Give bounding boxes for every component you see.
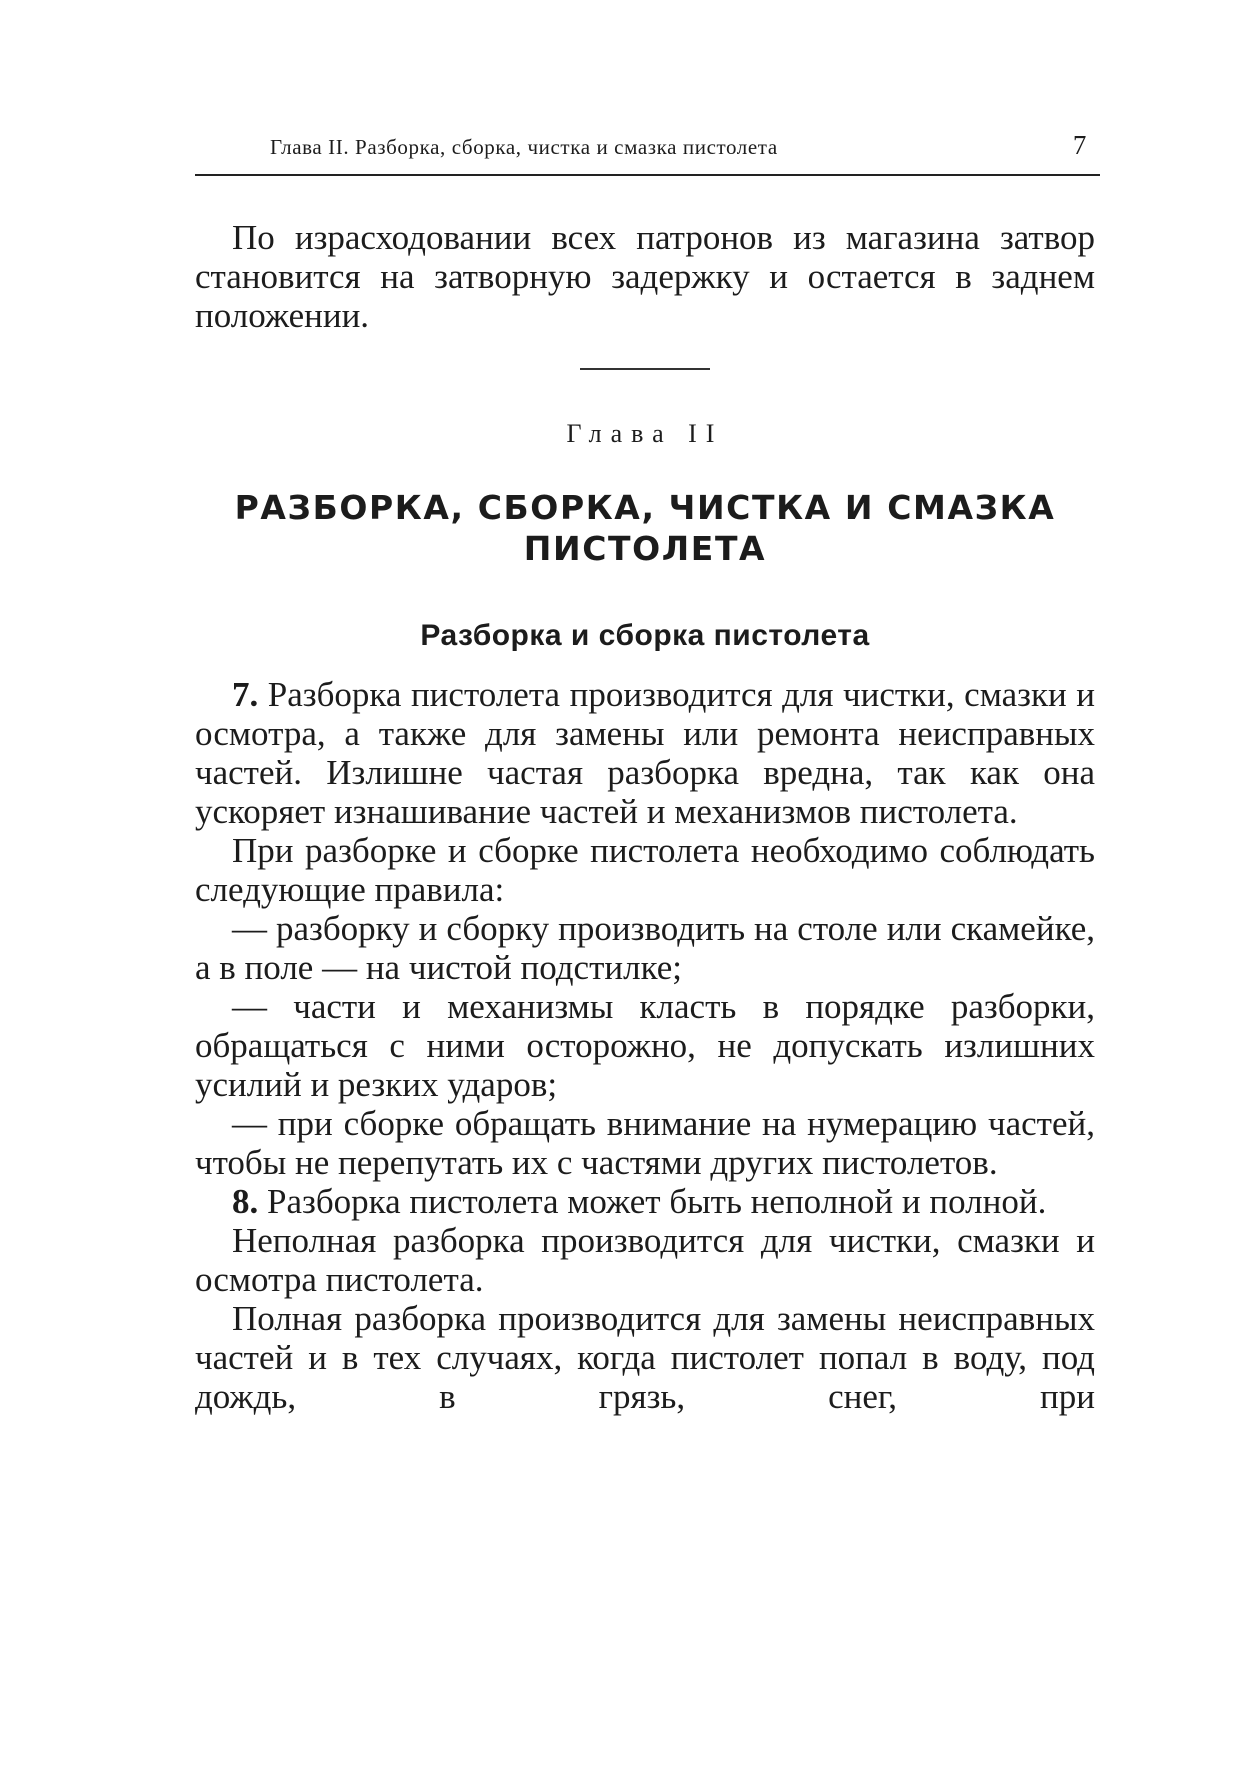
chapter-title (195, 487, 1095, 569)
page-number: 7 (1072, 130, 1087, 160)
paragraph-text: Разборка пистолета производится для чистки, смазки и осмотра, а также для замены или ремонта неисправных частей. Излишне частая разборка вредна, так как она ускоряет изнашивание частей и механизмов пистолета. (195, 675, 1095, 831)
running-head (195, 130, 1095, 166)
chapter-title-line1: РАЗБОРКА, СБОРКА, ЧИСТКА И СМАЗКА (234, 488, 1056, 527)
chapter-label: Глава II (566, 419, 724, 448)
rule-item-3: — при сборке обращать внимание на нумерацию частей, чтобы не перепутать их с частями других пистолетов. (195, 1104, 1095, 1182)
section-title: Разборка и сборка пистолета (420, 619, 870, 652)
section-separator (580, 368, 710, 370)
partial-disassembly-paragraph: Неполная разборка производится для чистки, смазки и осмотра пистолета. (195, 1221, 1095, 1299)
paragraph-number: 7. (232, 675, 259, 714)
rule-item-1: — разборку и сборку производить на столе или скамейке, а в поле — на чистой подстилке; (195, 909, 1095, 987)
paragraph-text: Разборка пистолета может быть неполной и полной. (267, 1182, 1047, 1221)
lead-paragraph: По израсходовании всех патронов из магазина затвор становится на затворную задержку и остается в заднем положении. (195, 218, 1095, 335)
rule-item-2: — части и механизмы класть в порядке разборки, обращаться с ними осторожно, не допускать излишних усилий и резких ударов; (195, 987, 1095, 1104)
paragraph-number: 8. (232, 1182, 259, 1221)
book-page (195, 130, 1095, 1416)
paragraph-7 (195, 675, 1095, 831)
paragraph-8 (195, 1182, 1095, 1221)
chapter-title-line2: ПИСТОЛЕТА (523, 529, 767, 568)
full-disassembly-paragraph: Полная разборка производится для замены неисправных частей и в тех случаях, когда пистолет попал в воду, под дождь, в грязь, снег, при (195, 1299, 1095, 1416)
rules-intro: При разборке и сборке пистолета необходимо соблюдать следующие правила: (195, 831, 1095, 909)
running-head-title: Глава II. Разборка, сборка, чистка и смазка пистолета (270, 135, 778, 159)
header-rule (195, 174, 1100, 176)
